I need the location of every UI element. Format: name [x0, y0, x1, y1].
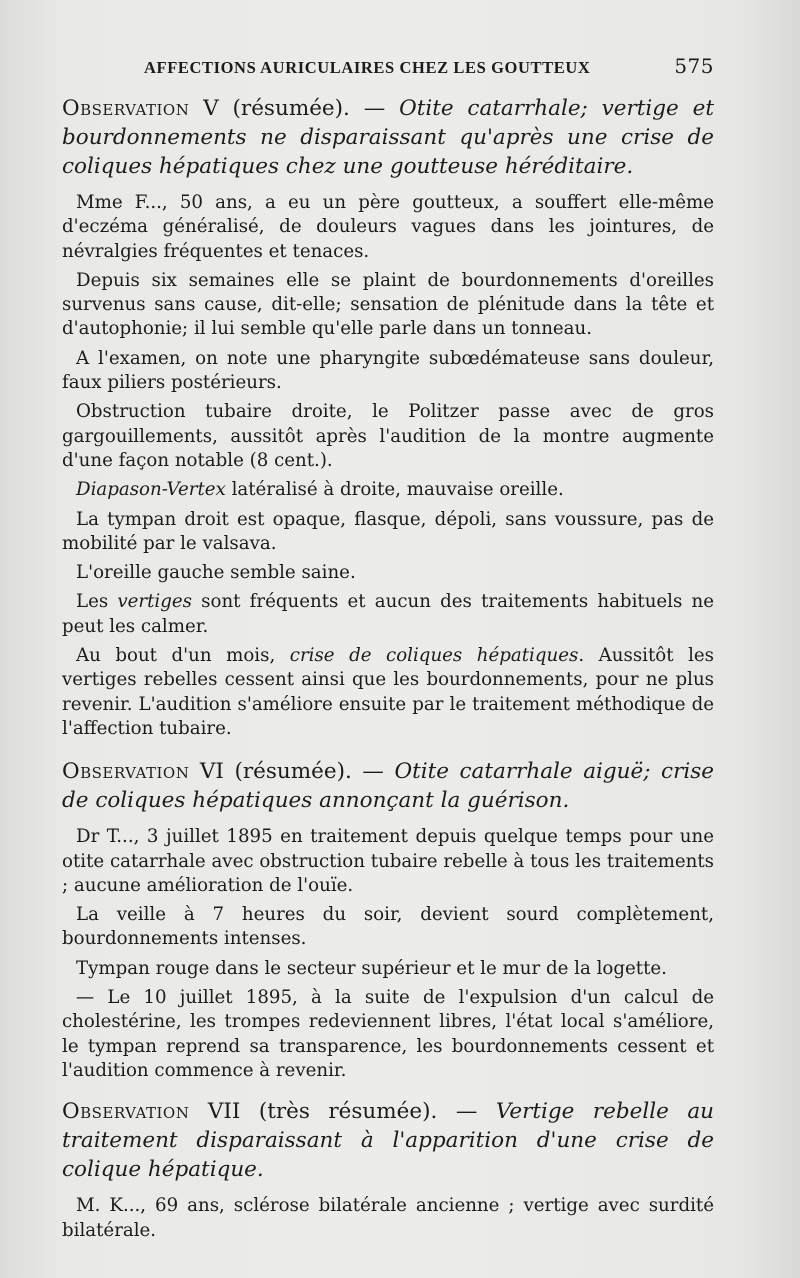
observation-vi-heading	[62, 757, 714, 815]
paragraph: L'oreille gauche semble saine.	[76, 562, 356, 584]
running-title: AFFECTIONS AURICULAIRES CHEZ LES GOUTTEUX	[144, 58, 591, 77]
observation-number: V	[203, 96, 219, 121]
paragraph-crise	[62, 644, 714, 741]
paragraph: La tympan droit est opaque, flasque, dépoli, sans voussure, pas de mobilité par le valsava.	[62, 508, 714, 554]
observation-qualifier: (résumée). —	[232, 96, 386, 121]
paragraph: La veille à 7 heures du soir, devient sourd complètement, bourdonnements intenses.	[62, 904, 714, 950]
observation-qualifier: (résumée). —	[234, 759, 384, 785]
vertiges-pre: Les	[76, 591, 118, 613]
observation-number: VI	[199, 759, 224, 785]
paragraph: M. K..., 69 ans, sclérose bilatérale ancienne ; vertige avec surdité bilatérale.	[62, 1195, 714, 1241]
crise-post: . Aussitôt les vertiges rebelles cessent ainsi que les bourdonnements, pour ne plus revenir. L'audition s'améliore ensuite par le traitement méthodique de l'affection tubaire.	[62, 645, 714, 739]
paragraph: — Le 10 juillet 1895, à la suite de l'expulsion d'un calcul de cholestérine, les trompes redeviennent libres, l'état local s'améliore, le tympan reprend sa transparence, les bourdonnements cessent et l'audition commence à revenir.	[62, 987, 714, 1081]
vertiges-term: vertiges	[117, 591, 192, 613]
observation-label: Observation	[62, 1099, 190, 1125]
diapason-term: Diapason-Vertex	[76, 479, 226, 501]
observation-number: VII	[207, 1099, 241, 1125]
paragraph-diapason	[62, 478, 714, 502]
observation-description: Otite catarrhale; vertige et bourdonnements ne disparaissant qu'après une crise de coliques hépatiques chez une goutteuse héréditaire.	[62, 96, 714, 179]
crise-term: crise de coliques hépatiques	[289, 645, 579, 667]
paragraph: Depuis six semaines elle se plaint de bourdonnements d'oreilles survenus sans cause, dit-elle; sensation de plénitude dans la tête et d'autophonie; il lui semble qu'elle parle dans un tonneau.	[62, 269, 714, 340]
observation-description: Vertige rebelle au traitement disparaissant à l'apparition d'une crise de colique hépatique.	[62, 1099, 714, 1183]
diapason-text: latéralisé à droite, mauvaise oreille.	[225, 479, 564, 501]
crise-pre: Au bout d'un mois,	[76, 645, 290, 667]
page-number: 575	[674, 54, 714, 78]
observation-vii-heading	[62, 1097, 714, 1184]
observation-description: Otite catarrhale aiguë; crise de coliques hépatiques annonçant la guérison.	[62, 759, 714, 814]
observation-v-heading	[62, 94, 714, 181]
observation-qualifier: (très résumée). —	[258, 1099, 478, 1125]
running-head	[144, 54, 714, 94]
paragraph: Mme F..., 50 ans, a eu un père goutteux, a souffert elle-même d'eczéma généralisé, de douleurs vagues dans les jointures, de névralgies fréquentes et tenaces.	[62, 192, 714, 262]
observation-label: Observation	[62, 759, 190, 785]
observation-label: Observation	[62, 96, 190, 121]
paragraph: A l'examen, on note une pharyngite subœdémateuse sans douleur, faux piliers postérieurs.	[62, 347, 714, 394]
paragraph: Obstruction tubaire droite, le Politzer passe avec de gros gargouillements, aussitôt après l'audition de la montre augmente d'une façon notable (8 cent.).	[62, 401, 714, 471]
paragraph-vertiges	[62, 590, 714, 639]
vertiges-post: sont fréquents et aucun des traitements habituels ne peut les calmer.	[62, 591, 714, 637]
paragraph: Tympan rouge dans le secteur supérieur et le mur de la logette.	[76, 957, 667, 979]
paragraph: Dr T..., 3 juillet 1895 en traitement depuis quelque temps pour une otite catarrhale avec obstruction tubaire rebelle à tous les traitements ; aucune amélioration de l'ouïe.	[62, 826, 714, 896]
